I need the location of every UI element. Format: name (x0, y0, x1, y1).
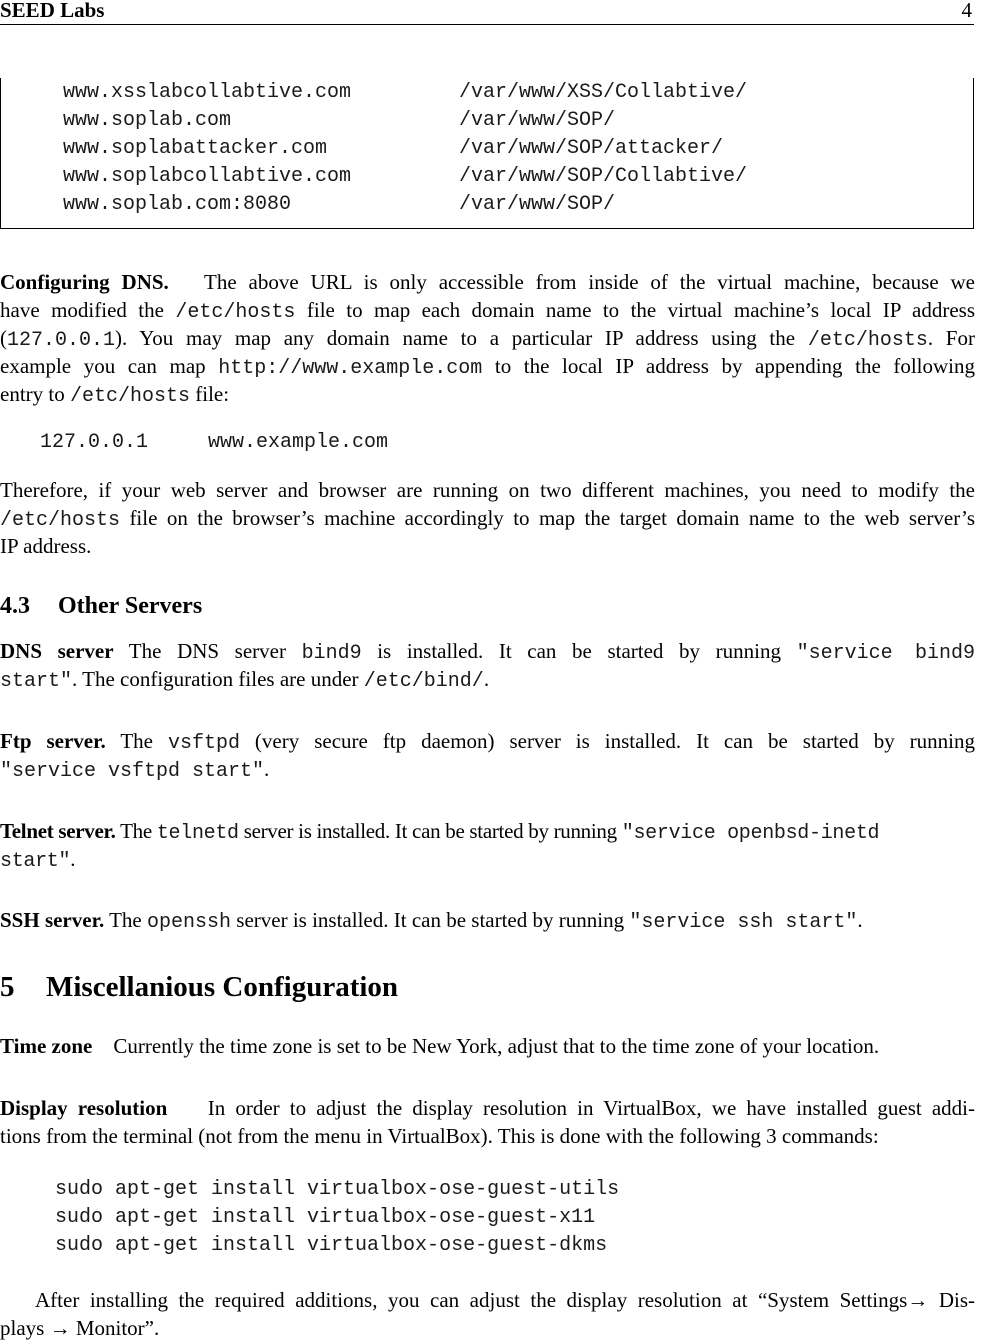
section-number: 4.3 (0, 593, 30, 619)
text: server is installed. It can be started by running (238, 819, 622, 843)
paragraph-line (0, 504, 975, 532)
code: 127.0.0.1 (7, 329, 116, 352)
display-resolution-paragraph (0, 1094, 975, 1150)
time-zone-paragraph (0, 1032, 975, 1060)
dns-config-paragraph (0, 268, 975, 408)
paragraph-line: After installing the required additions, you can adjust the display resolution at “System Settings→ Dis- (35, 1288, 975, 1312)
host-path: /var/www/XSS/Collabtive/ (459, 81, 748, 104)
code: /etc/hosts (69, 385, 191, 408)
code: openssh (147, 911, 232, 934)
host-path: /var/www/SOP/attacker/ (459, 137, 724, 160)
host-name: www.soplabcollabtive.com (63, 165, 352, 188)
text: In order to adjust the display resolution in VirtualBox, we have installed guest addi- (207, 1096, 976, 1120)
text: to the local IP address by appending the following (482, 354, 976, 378)
paragraph-line (0, 845, 1004, 873)
section-title: Miscellanious Configuration (46, 971, 399, 1003)
code: /etc/hosts (0, 509, 121, 532)
text: . The configuration files are under (72, 667, 364, 691)
dns-config-line (0, 296, 975, 324)
paragraph-line: Therefore, if your web server and browser are running on two different machines, you need to modify the (0, 478, 975, 502)
paragraph-line: plays → Monitor”. (0, 1316, 160, 1340)
text: . (857, 908, 863, 932)
code: telnetd (156, 822, 239, 845)
code: /etc/bind/ (363, 670, 484, 693)
text: file on the browser’s machine accordingly to map the target domain name to the web server’s (120, 506, 975, 530)
text: . (264, 757, 270, 781)
paragraph-line: tions from the terminal (not from the menu in VirtualBox). This is done with the following 3 commands: (0, 1124, 879, 1148)
hosts-row (63, 135, 723, 163)
dns-config-line (0, 324, 975, 352)
command-line: sudo apt-get install virtualbox-ose-guest-dkms (55, 1234, 608, 1257)
text: The (104, 908, 148, 932)
dns-config-line (0, 380, 975, 408)
text: . For (927, 326, 975, 350)
text: file: (190, 382, 230, 406)
telnet-server-title: Telnet server. (0, 819, 116, 843)
ssh-server-title: SSH server. (0, 908, 105, 932)
text: ). You may map any domain name to a particular IP address using the (115, 326, 808, 350)
dns-config-line (0, 352, 975, 380)
dns-config-paragraph-2 (0, 476, 975, 560)
paragraph-line (0, 817, 1004, 845)
ftp-server-title: Ftp server. (0, 729, 106, 753)
code: bind9 (301, 642, 362, 665)
ssh-server-paragraph (0, 906, 975, 934)
text: server is installed. It can be started by running (231, 908, 630, 932)
paragraph-line (0, 1032, 975, 1060)
after-install-paragraph (0, 1286, 975, 1342)
text: The (105, 729, 168, 753)
code: http://www.example.com (218, 357, 483, 380)
section-heading-4-3 (0, 592, 202, 620)
dns-config-line (0, 268, 975, 296)
paragraph-line: IP address. (0, 534, 92, 558)
code: start" (0, 850, 71, 873)
time-zone-title: Time zone (0, 1034, 93, 1058)
paragraph-line (0, 727, 975, 755)
text: file to map each domain name to the virtual machine’s local IP address (295, 298, 976, 322)
section-heading-5 (0, 973, 398, 1001)
hosts-row (63, 163, 747, 191)
ftp-server-paragraph (0, 727, 975, 783)
text: example you can map (0, 354, 219, 378)
hosts-row (63, 79, 747, 107)
text: . (70, 847, 76, 871)
code: "service openbsd-inetd (621, 822, 880, 845)
host-name: www.soplab.com (63, 109, 232, 132)
text: (very secure ftp daemon) server is installed. It can be started by running (239, 729, 975, 753)
text: The (115, 819, 157, 843)
paragraph-line (0, 755, 975, 783)
display-resolution-title: Display resolution (0, 1096, 168, 1120)
dns-config-title: Configuring DNS. (0, 270, 169, 294)
command-line: sudo apt-get install virtualbox-ose-guest-utils (55, 1178, 620, 1201)
section-number: 5 (0, 971, 15, 1003)
text: Currently the time zone is set to be New York, adjust that to the time zone of your location. (113, 1034, 880, 1058)
host-name: www.xsslabcollabtive.com (63, 81, 352, 104)
host-name: www.soplab.com:8080 (63, 193, 292, 216)
host-name: www.soplabattacker.com (63, 137, 328, 160)
host-path: /var/www/SOP/Collabtive/ (459, 165, 748, 188)
hosts-row (63, 191, 615, 219)
code: start" (0, 670, 73, 693)
text: ( (0, 326, 7, 350)
header-rule (0, 24, 974, 25)
telnet-server-paragraph (0, 817, 1004, 873)
code: "service bind9 (796, 642, 975, 665)
dns-server-paragraph (0, 637, 975, 693)
text: . (483, 667, 490, 691)
text: is installed. It can be started by running (361, 639, 797, 663)
dns-server-title: DNS server (0, 639, 114, 663)
section-title: Other Servers (58, 593, 203, 619)
code: vsftpd (167, 732, 240, 755)
code: "service ssh start" (629, 911, 858, 934)
text: have modified the (0, 298, 176, 322)
paragraph-line (0, 637, 975, 665)
code: "service vsftpd start" (0, 760, 265, 783)
running-header: SEED Labs (0, 0, 105, 22)
text: entry to (0, 382, 70, 406)
hosts-row (63, 107, 615, 135)
paragraph-line (0, 906, 975, 934)
paragraph-line (0, 1094, 975, 1122)
code: /etc/hosts (807, 329, 928, 352)
host-path: /var/www/SOP/ (459, 109, 616, 132)
page-number: 4 (961, 0, 972, 22)
host-path: /var/www/SOP/ (459, 193, 616, 216)
hosts-table (0, 78, 974, 229)
command-line: sudo apt-get install virtualbox-ose-guest-x11 (55, 1206, 596, 1229)
paragraph-line (0, 665, 975, 693)
text: The DNS server (113, 639, 302, 663)
code: /etc/hosts (175, 301, 296, 324)
dns-config-text: The above URL is only accessible from inside of the virtual machine, because we (204, 270, 975, 294)
hosts-entry: 127.0.0.1 www.example.com (40, 431, 389, 454)
